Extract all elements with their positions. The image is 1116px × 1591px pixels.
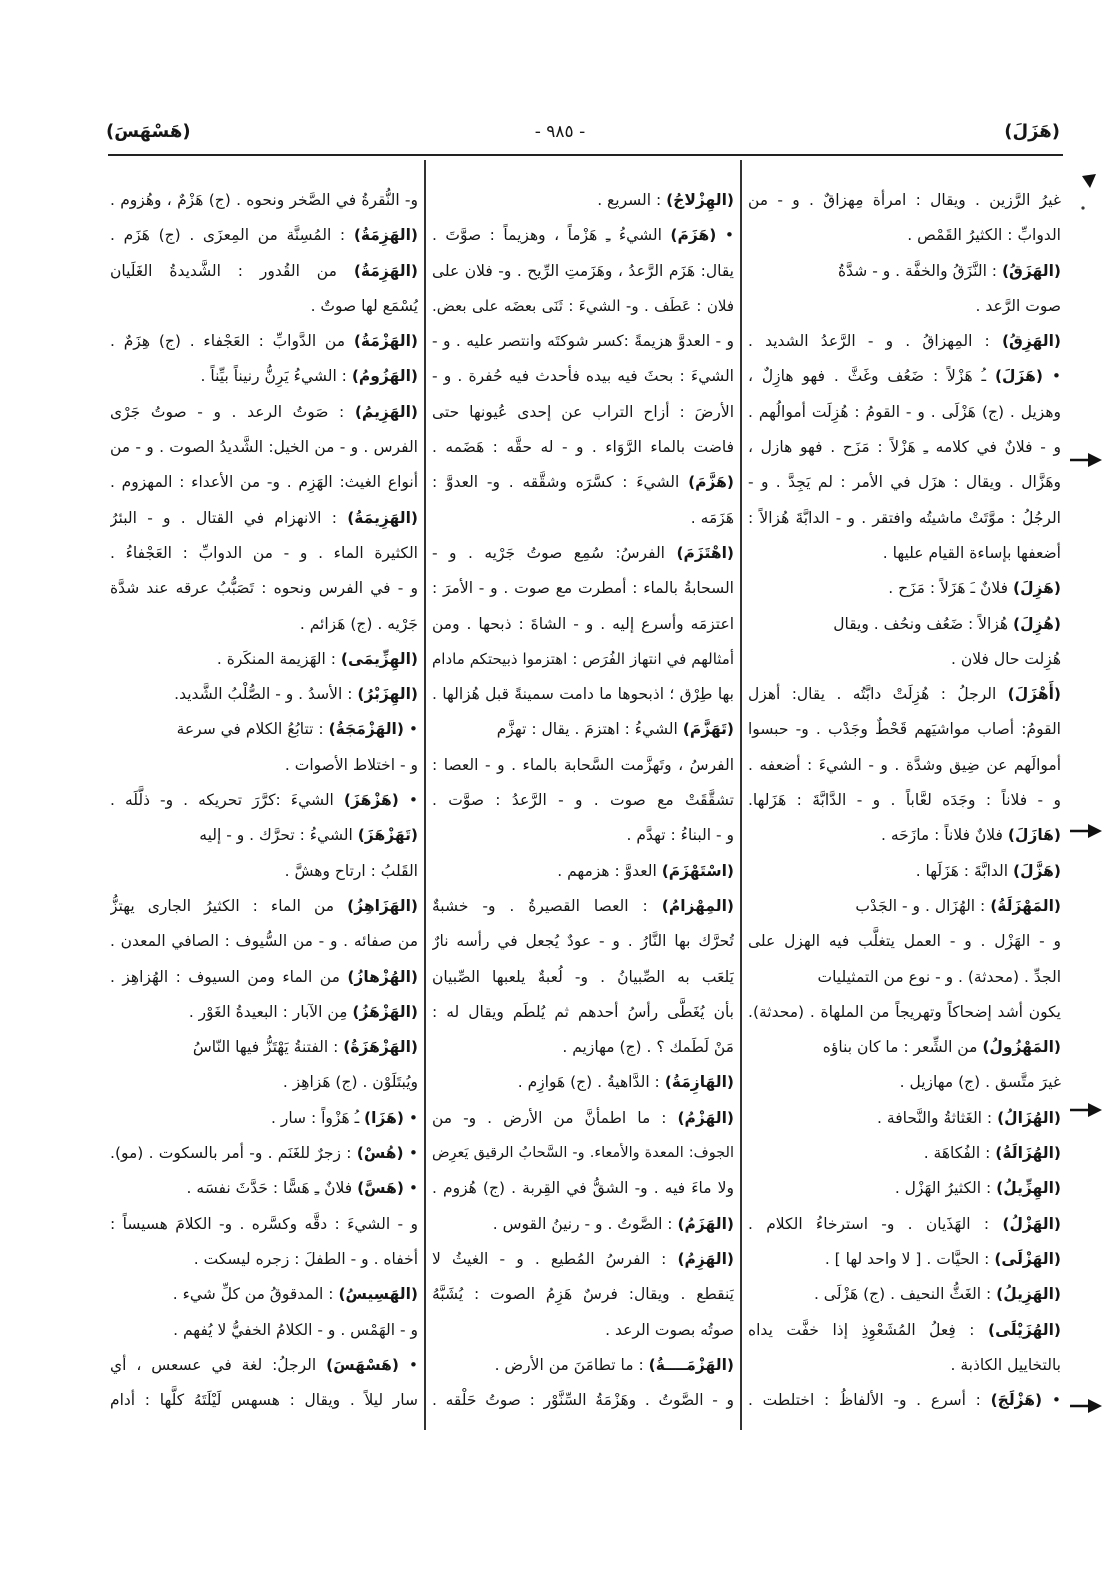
column-divider-left bbox=[424, 160, 426, 1430]
entry-line: مَنْ لَطَمك ؟ . (ج) مهازيم . bbox=[562, 1038, 734, 1057]
headword: (اهْتَزَمَ) bbox=[676, 543, 734, 562]
headword: (تَهَزَّمَ) bbox=[682, 720, 734, 739]
entry-line: وهَزَّال . ويقال : هزَل في الأمر : لم يَجِدَّ . و - bbox=[748, 473, 1061, 492]
entry-line: القومُ: أصاب مواشيَهم قَحْطٌ وجَدْب . و- حبسوا bbox=[748, 720, 1061, 739]
entry-line: (تَهَزْهَزَ) الشيءُ : تحرَّك . و - إليه bbox=[199, 826, 418, 845]
entry-line: (الهَزِمَةُ) من القُدور : الشَّديدةُ الغَلَيان bbox=[110, 261, 418, 280]
entry-line: (الهِزِّيلُ) : الكثيرُ الهَزْل . bbox=[894, 1179, 1061, 1198]
entry-line: السحابةُ بالماء : أمطرت مع صوت . و - الأمرَ : bbox=[432, 579, 734, 598]
entry-line: (الهَزْهَزَةُ) : الفتنةُ يَهْتَزُّ فيها النّاسُ bbox=[192, 1038, 418, 1057]
entry-line: (الهُزَيْلَى) : فِعلُ المُشَعْوِذِ إذا خفَّت يداه bbox=[748, 1320, 1061, 1339]
running-head-last-entry: (هَسْهَسَ) bbox=[106, 121, 191, 142]
entry-line: بأن يُغَطَّى رأسُ أحدهم ثم يُلطَم ويقال له : bbox=[432, 1002, 734, 1021]
entry-line: هَزَمَه . bbox=[690, 508, 734, 527]
headword: (الهُزْهازُ) bbox=[347, 967, 418, 986]
entry-line: فلان : عَطَف . و- الشيءَ : ثَنَى بعضَه على بعض. bbox=[432, 296, 734, 315]
entry-line: (الهَزْمُ) : ما اطمأنَّ من الأرض . و- من bbox=[432, 1108, 734, 1127]
headword: (الهُزَيْلَى) bbox=[987, 1320, 1061, 1339]
entry-line: و - اختلاط الأصوات . bbox=[284, 755, 418, 774]
entry-line: أمثالهم في انتهاز الفُرَص : اهتزموا ذبيحتكم مادام bbox=[432, 649, 734, 668]
headword: (الهَزْلُ) bbox=[1002, 1214, 1061, 1233]
page-number: - ٩٨٥ - bbox=[534, 122, 586, 142]
headword: (الهَسِيسُ) bbox=[338, 1285, 418, 1304]
entry-line: (الهَزِمُ) : الفرسُ المُطيع . و - الغيثُ لا bbox=[432, 1249, 734, 1268]
entry-line: (المَهْزَلَةُ) : الهُزَال . و - الجَدْب bbox=[855, 896, 1061, 915]
entry-line: (هَزَّمَ) الشيءَ : كسَّرَه وشقَّقه . و- العدوَّ : bbox=[432, 473, 734, 492]
headword: (أَهْزَلَ) bbox=[1007, 685, 1061, 704]
header-rule bbox=[108, 154, 1063, 156]
headword: (الهَزِمُ) bbox=[677, 1249, 734, 1268]
entry-line: (الهَزْلَى) : الحيَّات . [ لا واحد لها ] . bbox=[824, 1249, 1061, 1268]
entry-line: (الهَازِمَةُ) : الدَّاهيةُ . (ج) هَوازِم . bbox=[517, 1073, 734, 1092]
entry-line: الرجُلُ : موَّتَتْ ماشيتُه وافتقر . و - الدابَّةَ هُزالاً : bbox=[748, 508, 1061, 527]
margin-marker bbox=[1066, 1100, 1106, 1120]
entry-line: يكون أشد إضحاكاً وتهريجاً من الملهاة . (محدثة). bbox=[748, 1002, 1061, 1021]
column-right bbox=[748, 183, 1061, 1418]
headword: (الهُزَالُ) bbox=[997, 1108, 1061, 1127]
headword: (المَهْزَلَةُ) bbox=[990, 896, 1061, 915]
entry-line: (الهَزَقُ) : النَّزَقُ والخفَّة . و - شدَّةُ bbox=[838, 261, 1061, 280]
headword: (هَزَمَ) bbox=[670, 226, 717, 245]
headword: (هَزْهَزَ) bbox=[343, 791, 399, 810]
headword: (الهَزْمُ) bbox=[677, 1108, 734, 1127]
entry-line: و - البناءُ : تهدَّم . bbox=[626, 826, 734, 845]
headword: (الهَزُومُ) bbox=[351, 367, 418, 386]
entry-line: القَلبُ : ارتاح وهشَّ . bbox=[284, 861, 418, 880]
entry-line: • (هَزَا) ـُ هَزْواً : سار . bbox=[271, 1108, 418, 1127]
entry-line: ويُبتَلَوْن . (ج) هَزاهِز . bbox=[282, 1073, 418, 1092]
headword: (هَازَلَ) bbox=[1007, 826, 1061, 845]
entry-line: (الهَزِمَةُ) : المُسِنَّة من المِعزَى . (ج) هَزَم . bbox=[110, 226, 418, 245]
column-divider-right bbox=[740, 160, 742, 1430]
entry-line: سار ليلاً . ويقال : هسهس لَيْلَتَهُ كلَّها : أدام bbox=[110, 1391, 418, 1410]
entry-line: (تَهَزَّمَ) الشيءُ : اهتزمَ . يقال : تهزَّم bbox=[496, 720, 734, 739]
entry-line: (الهَزْمَةُ) من الدَّوابِّ : العَجْفاء . (ج) هِزَمٌ . bbox=[110, 332, 418, 351]
entry-line: (الهُزْهازُ) من الماء ومن السيوف : الهُزاهِز . bbox=[110, 967, 418, 986]
headword: (الهَزْمَــــةُ) bbox=[648, 1355, 734, 1374]
headword: (الهَزْهَزُ) bbox=[352, 1002, 418, 1021]
entry-line: الدوابِّ : الكثيرُ القَمْص . bbox=[907, 226, 1061, 245]
headword: (المَهْزُولُ) bbox=[982, 1038, 1061, 1057]
headword: (هَزْلَجَ) bbox=[990, 1391, 1043, 1410]
headword: (الهَزِيلُ) bbox=[996, 1285, 1061, 1304]
entry-line: • (الهَزْمَجَةُ) : تتابُعُ الكلام في سرعة bbox=[176, 720, 418, 739]
entry-line: يَنقطع . ويقال: فرسٌ هَزِمُ الصوت : يُشَبَّهُ bbox=[432, 1285, 734, 1304]
headword: (الهَزْمَةُ) bbox=[353, 332, 418, 351]
headword: (الهَزِيمُ) bbox=[354, 402, 418, 421]
entry-line: (الهُزَالُ) : الغَثاثةُ والنَّحافة . bbox=[877, 1108, 1061, 1127]
entry-line: الشيءَ : بحثَ فيه بيده فأحدث فيه حُفرة . و - bbox=[432, 367, 734, 386]
headword: (هَزَّمَ) bbox=[688, 473, 734, 492]
headword: (الهَزْهَزَةُ) bbox=[343, 1038, 418, 1057]
entry-line: بالتخاييل الكاذبة . bbox=[950, 1355, 1061, 1374]
headword: (الهِزِّيلُ) bbox=[996, 1179, 1061, 1198]
entry-line: ولا ماءَ فيه . و- الشقُّ في القِربة . (ج) هُزوم . bbox=[432, 1179, 734, 1198]
headword: (الهَزَقُ) bbox=[1001, 261, 1061, 280]
entry-line: غيرُ الرَّزين . ويقال : امرأة مِهزاقٌ . و - من bbox=[748, 191, 1061, 209]
entry-line: • (هَزْلَجَ) : أسرع . و- الألفاظُ : اختلطت . bbox=[748, 1391, 1061, 1410]
entry-line: الجوف: المعدة والأمعاء. و- السَّحابُ الرقيق يَعرِض bbox=[432, 1145, 734, 1162]
headword: (هَزَلَ) bbox=[994, 367, 1043, 386]
margin-marker bbox=[1066, 1396, 1106, 1416]
entry-line: تشقَّقَتْ مع صوت . و - الرَّعدُ : صوَّت . bbox=[432, 791, 734, 810]
entry-line: (الهَسِيسُ) : المدقوقُ من كلِّ شيء . bbox=[172, 1285, 418, 1304]
entry-line: أنواع الغيث: الهَزِم . و- من الأعداء : المهزوم . bbox=[110, 473, 418, 492]
entry-line: فاضت بالماء الرَّوَاء . و - له حقَّه : هَضَمه . bbox=[432, 438, 734, 457]
entry-line: • (هَسْهَسَ) الرجلُ: لغة في عسعس ، أي bbox=[110, 1355, 418, 1374]
entry-line: (الهَزْلُ) : الهَذَيان . و- استرخاءُ الكلام . bbox=[748, 1214, 1061, 1233]
entry-line: (الهُزَالَةُ) : الفُكاهَة . bbox=[923, 1144, 1061, 1163]
entry-line: هُزِلت حال فلان . bbox=[951, 649, 1061, 668]
headword: (الهَزِمَةُ) bbox=[353, 261, 418, 280]
headword: (المِهْزامُ) bbox=[661, 896, 734, 915]
entry-line: يُسْمَع لها صوتٌ . bbox=[310, 296, 418, 315]
headword: (اسْتَهْزَمَ) bbox=[661, 861, 734, 880]
entry-line: أموالَهم عن ضِيق وشدَّة . و - الشيءَ : أضعفه . bbox=[748, 755, 1061, 774]
entry-line: (الهَزَمُ) : الصَّوتُ . و - رنينُ القوس . bbox=[492, 1214, 734, 1233]
entry-line: (الهَزِيمَةُ) : الانهزام في القتال . و - البئرُ bbox=[110, 508, 418, 527]
entry-line: و - في الفرس ونحوه : تَصَبُّبُ عرقه عند شدَّة bbox=[110, 579, 418, 598]
headword: (الهَزَمُ) bbox=[677, 1214, 734, 1233]
entry-line: جَرْيه . (ج) هَزائم . bbox=[299, 614, 418, 633]
entry-line: و - العدوَّ هزيمةً :كسر شوكتَه وانتصر عليه . و - bbox=[432, 332, 734, 351]
entry-line: و - فلانٌ في كلامه ـِ هَزْلاً : مَزَح . فهو هازل ، bbox=[748, 438, 1061, 457]
entry-line: الجدِّ . (محدثة) . و - نوع من التمثيليات bbox=[817, 967, 1061, 986]
entry-line: و - الهَمْس . و - الكلامُ الخفيُّ لا يُفهم . bbox=[173, 1320, 418, 1339]
entry-line: الفرس . و - من الخيل: الشَّديدُ الصوت . و - من bbox=[110, 438, 418, 457]
entry-line: يَلعَب به الصِّبيانُ . و- لُعبةٌ يلعبها الصِّبيان bbox=[432, 967, 734, 986]
entry-line: الكثيرة الماء . و - من الدوابِّ : العَجْفاءُ . bbox=[110, 543, 418, 562]
entry-line: (الهَزِيمُ) : صَوتُ الرعد . و - صوتُ جَرْى bbox=[110, 402, 418, 421]
entry-line: • (هَزَمَ) الشيءُ ـِ هَزْماً ، وهزيماً : صوَّتَ . bbox=[432, 226, 734, 245]
entry-line: و- النُّقرةُ في الصَّخر ونحوه . (ج) هَزْمٌ ، وهُزوم . bbox=[110, 191, 418, 209]
entry-line: (الهَزْهَزُ) مِن الآبار : البعيدةُ الغَوْر . bbox=[188, 1002, 418, 1021]
entry-line: و - الصَّوتُ . وهَزْمَةُ السِّنَّوْر : صوتُ حَلْقه . bbox=[432, 1391, 734, 1410]
entry-line: و - الهَزْل . و - العمل يتغلَّب فيه الهزل على bbox=[748, 932, 1061, 951]
entry-line: (الهَزُومُ) : الشيءُ يَرِنُّ رنيناً بيِّناً . bbox=[200, 367, 418, 386]
entry-line: (الهِزِّيمَى) : الهَزيمة المنكَرة . bbox=[216, 649, 418, 668]
entry-line: (هَزَّلَ) الدابَّةَ : هَزَلَها . bbox=[915, 861, 1061, 880]
entry-line: اعتزمَه وأسرع إليه . و - الشاةَ : ذبحها . ومن bbox=[432, 614, 734, 633]
entry-line: (اسْتَهْزَمَ) العدوَّ : هزمهم . bbox=[557, 861, 734, 880]
headword: (هَسْهَسَ) bbox=[326, 1355, 399, 1374]
headword: (هَزِلَ) bbox=[1012, 579, 1061, 598]
entry-line: أخفاه . و - الطفلَ : زجره ليسكت . bbox=[193, 1249, 418, 1268]
entry-line: الفرسُ ، وتَهزَّمت السَّحابة بالماء . و - العصا : bbox=[432, 755, 734, 774]
entry-line: من صفائه . و - من السُّيوف : الصافي المعدن . bbox=[110, 932, 418, 951]
headword: (الهَازِمَةُ) bbox=[664, 1073, 734, 1092]
entry-line: (الهِزْلاجُ) : السريع . bbox=[597, 191, 734, 209]
entry-line: و - الشيءَ : دقَّه وكسَّره . و- الكلامَ هسيساً : bbox=[110, 1214, 418, 1233]
headword: (تَهَزْهَزَ) bbox=[357, 826, 418, 845]
entry-line: (أَهْزَلَ) الرجلُ : هُزِلَتْ دابَّتُه . يقال: أهزل bbox=[748, 685, 1061, 704]
entry-line: (الهَزْمَــــةُ) : ما تطامَنَ من الأرض . bbox=[494, 1355, 734, 1374]
entry-line: غيرَ متَّسق . (ج) مهازيل . bbox=[899, 1073, 1061, 1092]
entry-line: (هَزِلَ) فلانٌ ـَ هَزَلاً : مَزَح . bbox=[888, 579, 1061, 598]
entry-line: (الهَزِيلُ) : الغَثُّ النحيف . (ج) هَزْلَى . bbox=[813, 1285, 1061, 1304]
entry-line: • (هَسَّ) فلانٌ ـِ هَسًّا : حَدَّثَ نفسَه . bbox=[186, 1179, 418, 1198]
headword: (الهَزْمَجَةُ) bbox=[328, 720, 404, 739]
entry-line: صوتُه بصوت الرعد . bbox=[605, 1320, 734, 1339]
headword: (هَسَّ) bbox=[357, 1179, 404, 1198]
entry-line: صوت الرَّعد . bbox=[975, 296, 1061, 315]
headword: (الهَزِقُ) bbox=[1001, 332, 1061, 351]
entry-line: الأرضَ : أزاح التراب عن إحدى عُيونها حتى bbox=[432, 402, 734, 421]
entry-line: (الهَزِقُ) : المِهزاقُ . و - الرَّعدُ الشديد . bbox=[748, 332, 1061, 351]
headword: (الهَزِيمَةُ) bbox=[347, 508, 418, 527]
headword: (الهِزْلاجُ) bbox=[666, 191, 734, 209]
entry-line: (اهْتَزَمَ) الفرسُ: سُمِع صوتُ جَرْيه . و - bbox=[432, 543, 734, 562]
entry-line: وهزيل . (ج) هَزْلَى . و - القومُ : هُزِلَت أموالُهم . bbox=[748, 402, 1061, 421]
headword: (هَزَا) bbox=[364, 1108, 404, 1127]
entry-line: و - فلاناً : وجَدَه لعَّاباً . و - الدَّابَّةَ : هَزَلها. bbox=[748, 791, 1061, 810]
headword: (هُزِلَ) bbox=[1012, 614, 1061, 633]
entry-line: بها طِرْق ؛ اذبحوها ما دامت سمينةً قبل هُزالها . bbox=[432, 685, 734, 704]
entry-line: (الهِزَبْرُ) : الأسدُ . و - الصُّلْبُ الشَّديد. bbox=[174, 685, 418, 704]
headword: (الهَزِمَةُ) bbox=[353, 226, 418, 245]
headword: (الهِزِّيمَى) bbox=[340, 649, 418, 668]
margin-marker bbox=[1066, 821, 1106, 841]
headword: (الهِزَبْرُ) bbox=[357, 685, 418, 704]
column-middle bbox=[432, 183, 734, 1418]
column-left bbox=[110, 183, 418, 1418]
entry-line: (المَهْزُولُ) من الشِّعر : ما كان بناؤه bbox=[822, 1038, 1061, 1057]
headword: (هَزَّلَ) bbox=[1012, 861, 1061, 880]
entry-line: أضعفها بإساءة القيام عليها . bbox=[882, 543, 1061, 562]
entry-line: (هَازَلَ) فلانٌ فلاناً : مازَحَه . bbox=[880, 826, 1061, 845]
entry-line: (الهَزَاهِزُ) من الماء : الكثيرُ الجارى يهتزُّ bbox=[110, 896, 418, 915]
entry-line: • (هَزَلَ) ـُ هَزْلاً : ضَعُف وغَثَّ . فهو هازِلٌ ، bbox=[748, 367, 1061, 386]
entry-line: (المِهْزامُ) : العصا القصيرةُ . و- خشبةٌ bbox=[432, 896, 734, 915]
entry-line: (هُزِلَ) هُزالاً : ضَعُف ونحُف . ويقال bbox=[833, 614, 1061, 633]
margin-marker bbox=[1066, 172, 1106, 192]
margin-dot bbox=[1066, 200, 1106, 220]
entry-line: • (هُسْ) : زجرٌ للغَنَم . و- أمر بالسكوت . (مو). bbox=[110, 1144, 418, 1163]
entry-line: تُحرَّك بها النَّارُ . و - عودٌ يُجعل في رأسه نارٌ bbox=[432, 932, 734, 951]
margin-marker bbox=[1066, 450, 1106, 470]
entry-line: • (هَزْهَزَ) الشيءَ :كرَّرَ تحريكه . و- ذلَّلَه . bbox=[110, 791, 418, 810]
running-head-first-entry: (هَزَلَ) bbox=[1004, 121, 1060, 142]
headword: (هُسْ) bbox=[356, 1144, 404, 1163]
entry-line: يقال: هَزَم الرَّعدُ ، وهَزَمتِ الرِّيح . و- فلان على bbox=[432, 261, 734, 280]
headword: (الهَزَاهِزُ) bbox=[347, 896, 418, 915]
headword: (الهُزَالَةُ) bbox=[995, 1144, 1061, 1163]
headword: (الهَزْلَى) bbox=[994, 1249, 1061, 1268]
